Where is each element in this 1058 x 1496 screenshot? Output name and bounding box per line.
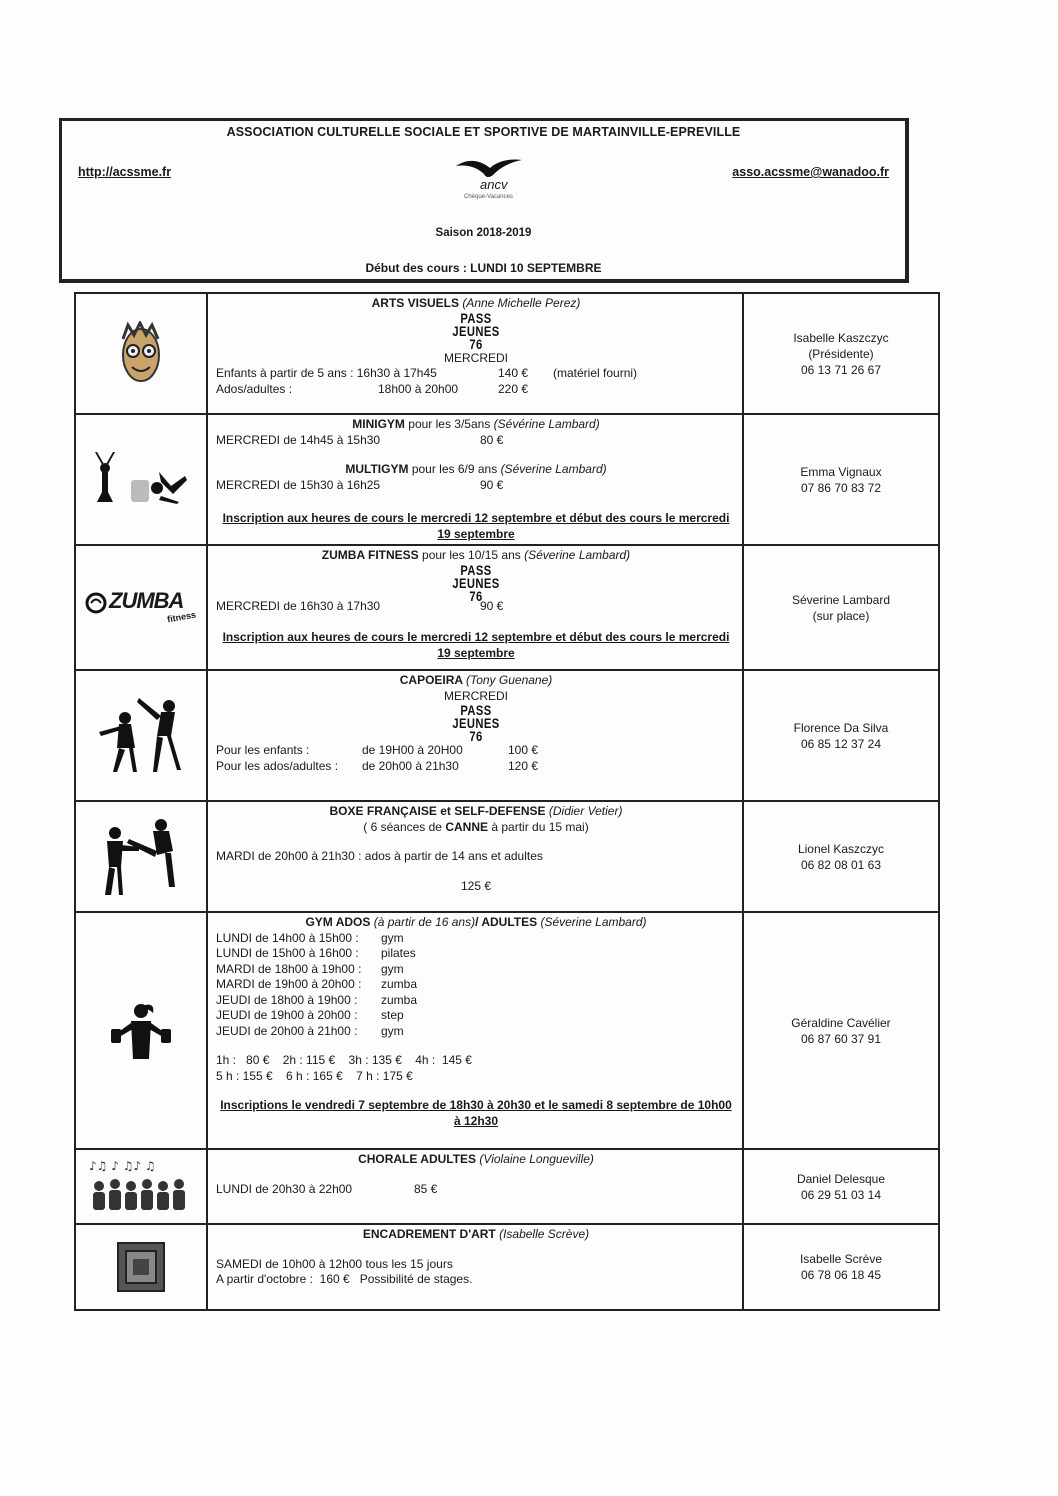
schedule-line: MERCREDI de 16h30 à 17h30: [216, 598, 381, 613]
activity-row-boxe: [75, 801, 939, 912]
day-label: MERCREDI: [443, 350, 508, 365]
schedule-time: 18h00 à 20h00: [378, 381, 459, 396]
capoeira-contact-cell: [743, 670, 939, 801]
contact-phone: 06 13 71 26 67: [800, 362, 882, 377]
ancv-logo-sub: Chèque-Vacances: [464, 194, 513, 200]
price: 125 €: [460, 878, 492, 893]
schedule-label: Ados/adultes :: [216, 381, 293, 396]
teacher-name: (Didier Vetier): [548, 804, 623, 818]
gym-info-cell: [207, 414, 743, 545]
note: (matériel fourni): [553, 366, 638, 380]
activity-row-arts: [75, 293, 939, 414]
arts-contact-cell: [743, 293, 939, 414]
schedule-line: SAMEDI de 10h00 à 12h00 tous les 15 jours: [216, 1256, 453, 1271]
schedule-time: de 20h00 à 21h30: [362, 758, 459, 773]
schedule-item: JEUDI de 19h00 à 20h00 : step: [216, 1008, 404, 1022]
gymados-info-cell: [207, 912, 743, 1149]
contact-phone: 06 78 06 18 45: [800, 1268, 882, 1282]
choir-singers-icon: [85, 1158, 197, 1216]
schedule-item: MARDI de 19h00 à 20h00 : zumba: [216, 977, 418, 991]
price: 100 €: [508, 743, 539, 757]
schedule-item: MARDI de 18h00 à 19h00 : gym: [216, 961, 404, 976]
teacher-name: (Violaine Longueville): [479, 1152, 594, 1166]
pass-jeunes-logo: PASS JEUNES 76: [452, 309, 500, 352]
activity-row-zumba: [75, 545, 939, 670]
zumba-logo-text: ZUMBA: [109, 587, 184, 613]
chorale-contact-cell: [743, 1149, 939, 1224]
age-range: pour les 6/9 ans: [411, 462, 498, 476]
teacher-name: (Séverine Lambard): [524, 548, 631, 562]
boxers-icon: [99, 817, 183, 897]
price: 120 €: [508, 758, 539, 773]
activity-row-chorale: [75, 1149, 939, 1224]
contact-phone: 06 29 51 03 14: [800, 1187, 882, 1202]
schedule-line: MERCREDI de 14h45 à 15h30: [216, 432, 381, 447]
activity-row-encadrement: [75, 1224, 939, 1310]
chorale-picture-cell: [75, 1149, 207, 1224]
gym-picture-cell: [75, 414, 207, 545]
activity-title: ARTS VISUELS: [371, 296, 459, 310]
schedule-list: [216, 931, 736, 1040]
schedule-line: Enfants à partir de 5 ans : 16h30 à 17h45: [216, 366, 437, 380]
activity-title: CHORALE ADULTES: [358, 1152, 477, 1166]
schedule-item: JEUDI de 18h00 à 19h00 : zumba: [216, 992, 418, 1007]
contact-phone: 07 86 70 83 72: [800, 480, 882, 495]
activity-title: CAPOEIRA: [399, 673, 463, 687]
schedule-item: JEUDI de 20h00 à 21h00 : gym: [216, 1023, 404, 1038]
registration-note: Inscription aux heures de cours le mercredi 12 septembre et début des cours le mercredi 19 septembre: [222, 511, 730, 541]
price: 90 €: [480, 477, 504, 492]
contact-role: (Présidente): [808, 346, 874, 361]
boxe-info-cell: [207, 801, 743, 912]
email-link[interactable]: asso.acssme@wanadoo.fr: [732, 165, 889, 179]
association-name: ASSOCIATION CULTURELLE SOCIALE ET SPORTIVE DE MARTAINVILLE-EPREVILLE: [226, 125, 741, 139]
prices-line-2: 5 h : 155 € 6 h : 165 € 7 h : 175 €: [216, 1068, 413, 1083]
zumba-info-cell: [207, 545, 743, 670]
day-label: MERCREDI: [443, 688, 508, 703]
activity-title: ENCADREMENT D'ART: [362, 1227, 496, 1241]
schedule-time: de 19H00 à 20H00: [362, 743, 463, 757]
zumba-logo: [85, 588, 197, 628]
schedule-item: LUNDI de 15h00 à 16h00 : pilates: [216, 946, 416, 960]
pass-jeunes-logo: PASS JEUNES 76: [452, 702, 500, 744]
encadrement-contact-cell: [743, 1224, 939, 1310]
teacher-name: (Tony Guenane): [465, 673, 553, 687]
age-range: pour les 3/5ans: [408, 417, 491, 431]
boxe-picture-cell: [75, 801, 207, 912]
website-link[interactable]: http://acssme.fr: [78, 165, 172, 179]
pass-jeunes-logo: PASS JEUNES 76: [452, 561, 500, 604]
schedule-line: MARDI de 20h00 à 21h30 : ados à partir de 14 ans et adultes: [216, 849, 543, 863]
gym-contact-cell: [743, 414, 939, 545]
arts-info-cell: [207, 293, 743, 414]
picture-frame-icon: [117, 1242, 165, 1292]
activity-row-gymados: [75, 912, 939, 1149]
schedule-label: Pour les ados/adultes :: [216, 758, 339, 773]
fitness-woman-icon: [105, 999, 177, 1063]
teacher-name: (Isabelle Scrève): [499, 1227, 590, 1241]
registration-note: Inscriptions le vendredi 7 septembre de 18h30 à 20h30 et le samedi 8 septembre de 10h00 à 12h30: [220, 1098, 732, 1128]
gymnasts-icon: [91, 452, 191, 508]
canne-note-a: ( 6 séances de: [363, 819, 442, 834]
schedule-line: MERCREDI de 15h30 à 16h25: [216, 477, 381, 492]
capoeira-picture-cell: [75, 670, 207, 801]
mask-face-icon: [118, 321, 164, 387]
gymados-picture-cell: [75, 912, 207, 1149]
age-range: pour les 10/15 ans: [422, 548, 521, 562]
registration-note: Inscription aux heures de cours le mercredi 12 septembre et début des cours le mercredi 19 septembre: [222, 630, 730, 660]
zumba-contact-cell: [743, 545, 939, 670]
activity-title: BOXE FRANÇAISE et SELF-DEFENSE: [329, 804, 546, 818]
activity-title: ZUMBA FITNESS: [321, 548, 419, 562]
contact-name: Isabelle Kaszczyc: [793, 330, 889, 345]
capoeira-dancers-icon: [95, 696, 187, 776]
price-line: A partir d'octobre : 160 € Possibilité de stages.: [216, 1272, 473, 1286]
capoeira-info-cell: [207, 670, 743, 801]
contact-name: Daniel Delesque: [796, 1171, 886, 1186]
price: 90 €: [480, 598, 504, 613]
price: 80 €: [480, 432, 504, 447]
activity-row-capoeira: [75, 670, 939, 801]
price: 85 €: [414, 1181, 438, 1196]
price: 140 €: [498, 366, 529, 380]
season: Saison 2018-2019: [435, 227, 532, 239]
schedule-item: LUNDI de 14h00 à 15h00 : gym: [216, 930, 404, 945]
contact-phone: 06 87 60 37 91: [800, 1031, 882, 1046]
contact-name: Géraldine Cavélier: [791, 1015, 891, 1030]
activity-title: MULTIGYM: [345, 462, 409, 476]
gymados-contact-cell: [743, 912, 939, 1149]
activity-row-gym: [75, 414, 939, 545]
schedule-line: LUNDI de 20h30 à 22h00: [216, 1181, 353, 1196]
contact-note: (sur place): [812, 608, 870, 623]
activity-title: MINIGYM: [352, 417, 405, 431]
schedule-label: Pour les enfants :: [216, 743, 310, 757]
encadrement-picture-cell: [75, 1224, 207, 1310]
contact-phone: 06 85 12 37 24: [800, 736, 882, 751]
teacher-name: (Anne Michelle Perez): [462, 296, 581, 310]
contact-name: Séverine Lambard: [791, 592, 891, 607]
activity-title: GYM ADOS: [305, 915, 371, 929]
prices-line-1: 1h : 80 € 2h : 115 € 3h : 135 € 4h : 145 €: [216, 1053, 472, 1067]
start-date: Début des cours : LUNDI 10 SEPTEMBRE: [365, 261, 602, 275]
activities-table: [74, 292, 940, 1311]
contact-name: Isabelle Scrève: [799, 1252, 883, 1266]
contact-name: Lionel Kaszczyc: [797, 841, 885, 856]
arts-picture-cell: [75, 293, 207, 414]
contact-name: Florence Da Silva: [793, 720, 889, 735]
zumba-logo-sub: fitness: [166, 609, 197, 624]
zumba-picture-cell: [75, 545, 207, 670]
encadrement-info-cell: [207, 1224, 743, 1310]
boxe-contact-cell: [743, 801, 939, 912]
contact-name: Emma Vignaux: [800, 464, 882, 479]
svg-text:♪♫ ♪ ♫♪ ♫: ♪♫ ♪ ♫♪ ♫: [89, 1158, 156, 1173]
activity-title-2: / ADULTES: [475, 915, 538, 929]
contact-phone: 06 82 08 01 63: [800, 857, 882, 872]
teacher-name: (Séverine Lambard): [540, 915, 647, 929]
teacher-name: (Séverine Lambard): [500, 462, 607, 476]
zumba-swirl-icon: [85, 592, 107, 614]
canne-label: CANNE: [445, 819, 488, 834]
age-range: (à partir de 16 ans): [373, 915, 476, 929]
teacher-name: (Sévérine Lambard): [493, 417, 600, 431]
chorale-info-cell: [207, 1149, 743, 1224]
canne-note-c: à partir du 15 mai): [491, 819, 589, 834]
ancv-logo-text: ancv: [480, 177, 508, 192]
price: 220 €: [498, 381, 529, 396]
header-box: [59, 118, 909, 283]
